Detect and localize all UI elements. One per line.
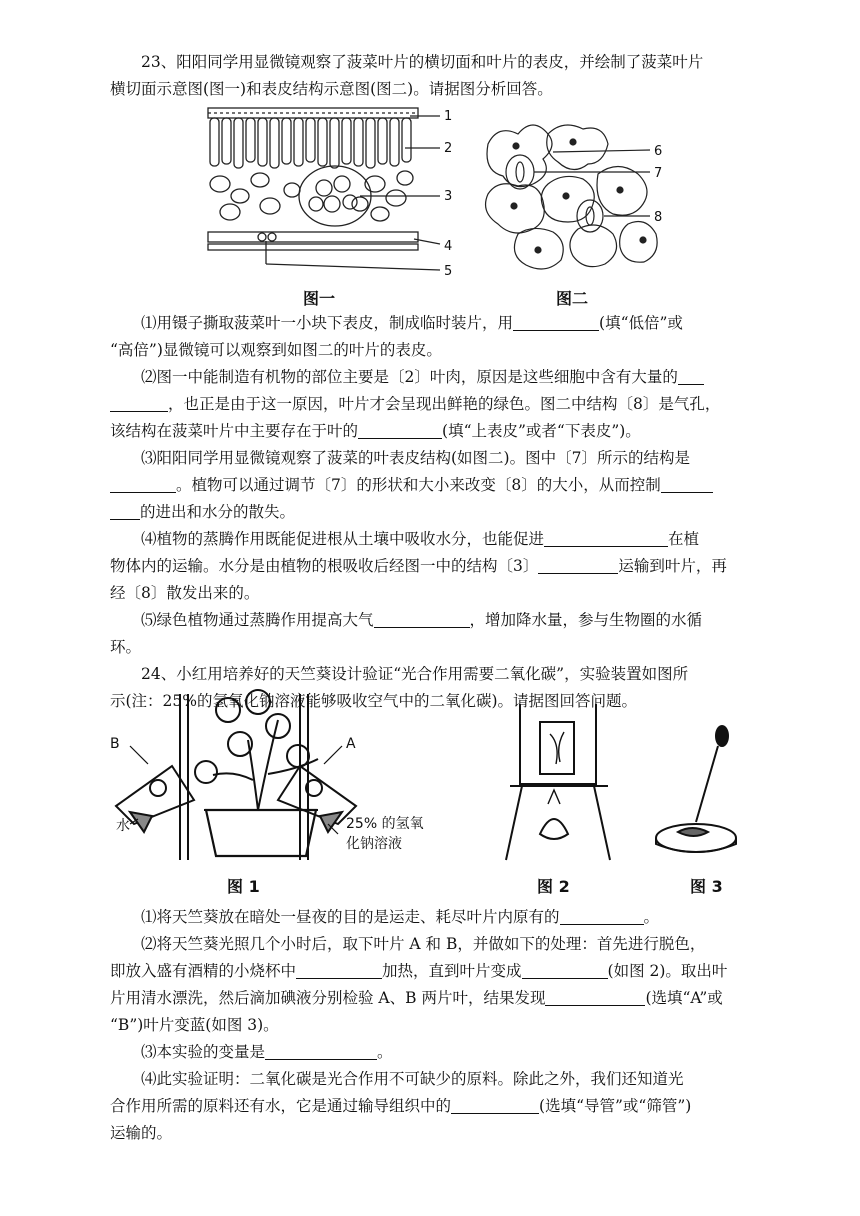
q24-s2-c: 加热，直到叶片变成 <box>382 962 522 980</box>
answer-blank[interactable] <box>296 962 382 979</box>
q24-s2-b: 即放入盛有酒精的小烧杯中 <box>110 962 297 980</box>
q24-s2-cont2 <box>110 985 780 1012</box>
q23-s4-d: 运输到叶片，再 <box>618 557 727 575</box>
q23-s1 <box>110 310 780 337</box>
label-a: A <box>346 736 356 752</box>
answer-blank[interactable] <box>451 1097 539 1114</box>
fig1-caption: 图一 <box>303 289 336 308</box>
q23-s2-d: (填“上表皮”或者“下表皮”)。 <box>442 422 641 440</box>
q24-s2-cont <box>110 958 780 985</box>
q24-s4-b: 合作用所需的原料还有水，它是通过输导组织中的 <box>110 1097 452 1115</box>
q23-s3-cont2 <box>110 499 780 526</box>
fig1-label-1: 1 <box>444 109 453 124</box>
answer-blank[interactable] <box>110 395 168 412</box>
q24-s2-g: “B”)叶片变蓝(如图 3)。 <box>110 1016 279 1034</box>
q24-intro-line2: 示(注：25%的氢氧化钠溶液能够吸收空气中的二氧化碳)。请据图回答问题。 <box>110 692 638 710</box>
q24-s4-cont2 <box>110 1120 780 1147</box>
q23-intro-line1: 23、阳阳同学用显微镜观察了菠菜叶片的横切面和叶片的表皮，并绘制了菠菜叶片 <box>141 53 704 71</box>
q23-s2-cont <box>110 391 780 418</box>
q24-s3-a: ⑶本实验的变量是 <box>141 1043 266 1061</box>
plant-experiment-diagram <box>108 684 448 870</box>
q23-s1-cont <box>110 337 780 364</box>
answer-blank[interactable] <box>110 503 140 520</box>
q23-s2-cont2 <box>110 418 780 445</box>
q24-s2-cont3 <box>110 1012 780 1039</box>
q23-s1-c: “高倍”)显微镜可以观察到如图二的叶片的表皮。 <box>110 341 442 359</box>
answer-blank[interactable] <box>544 530 668 547</box>
q23-s2 <box>110 364 780 391</box>
fig2-label-7: 7 <box>654 166 663 181</box>
q23-s2-c: 该结构在菠菜叶片中主要存在于叶的 <box>110 422 359 440</box>
q23-s4-e: 经〔8〕散发出来的。 <box>110 584 260 602</box>
answer-blank[interactable] <box>513 314 599 331</box>
q23-s4-cont <box>110 553 780 580</box>
q24-s2-d: (如图 2)。取出叶 <box>607 962 728 980</box>
q24-s2-a: ⑵将天竺葵光照几个小时后，取下叶片 A 和 B，并做如下的处理：首先进行脱色， <box>141 935 706 953</box>
q23-s3-b: 。植物可以通过调节〔7〕的形状和大小来改变〔8〕的大小，从而控制 <box>176 476 661 494</box>
q24-s2-f: (选填“A”或 <box>645 989 723 1007</box>
q23-s5 <box>110 607 780 634</box>
fig2-label-8: 8 <box>654 210 663 225</box>
q23-s4-cont2 <box>110 580 780 607</box>
q24-s1 <box>110 904 780 931</box>
answer-blank[interactable] <box>678 368 704 385</box>
petri-dish-diagram <box>652 722 742 862</box>
q24-s2-e: 片用清水漂洗，然后滴加碘液分别检验 A、B 两片叶，结果发现 <box>110 989 546 1007</box>
q24-s4-c: (选填“导管”或“筛管”) <box>539 1097 692 1115</box>
q24-s4-cont <box>110 1093 780 1120</box>
water-bath-diagram <box>500 694 620 864</box>
q24-s2 <box>110 931 780 958</box>
label-b: B <box>110 736 120 752</box>
q24-s4-a: ⑷此实验证明：二氧化碳是光合作用不可缺少的原料。除此之外，我们还知道光 <box>141 1070 684 1088</box>
q23-s3-c: 的进出和水分的散失。 <box>140 503 296 521</box>
answer-blank[interactable] <box>560 908 644 925</box>
answer-blank[interactable] <box>661 476 713 493</box>
fig-2-caption: 图 2 <box>537 877 570 896</box>
answer-blank[interactable] <box>374 611 470 628</box>
fig1-label-2: 2 <box>444 141 453 156</box>
q23-s4-a: ⑷植物的蒸腾作用既能促进根从土壤中吸收水分，也能促进 <box>141 530 545 548</box>
label-naoh-2: 化钠溶液 <box>346 836 402 852</box>
q24-s4 <box>110 1066 780 1093</box>
answer-blank[interactable] <box>110 476 176 493</box>
q24-s1-b: 。 <box>643 908 660 926</box>
q23-s5-cont <box>110 634 780 661</box>
leaf-cross-section-diagram <box>200 104 470 284</box>
answer-blank[interactable] <box>522 962 608 979</box>
q23-s2-a: ⑵图一中能制造有机物的部位主要是〔2〕叶肉，原因是这些细胞中含有大量的 <box>141 368 678 386</box>
q24-intro-line1: 24、小红用培养好的天竺葵设计验证“光合作用需要二氧化碳”，实验装置如图所 <box>141 665 689 683</box>
q23-s5-b: ，增加降水量，参与生物圈的水循 <box>469 611 703 629</box>
q23-s3 <box>110 445 780 472</box>
q23-s5-c: 环。 <box>110 638 142 656</box>
fig2-label-6: 6 <box>654 144 663 159</box>
q23-s1-a: ⑴用镊子撕取菠菜叶一小块下表皮，制成临时装片，用 <box>141 314 514 332</box>
fig1-label-4: 4 <box>444 239 453 254</box>
q23-s1-b: (填“低倍”或 <box>599 314 683 332</box>
q23-s3-cont <box>110 472 780 499</box>
q23-s4-c: 物体内的运输。水分是由植物的根吸收后经图一中的结构〔3〕 <box>110 557 539 575</box>
fig2-caption: 图二 <box>556 289 589 308</box>
q24-s4-d: 运输的。 <box>110 1124 173 1142</box>
answer-blank[interactable] <box>358 422 442 439</box>
q23-intro-2 <box>110 76 780 103</box>
fig-3-caption: 图 3 <box>690 877 723 896</box>
q23-intro <box>110 49 780 76</box>
fig-1-caption: 图 1 <box>227 877 260 896</box>
q24-s3 <box>110 1039 780 1066</box>
q23-s4-b: 在植 <box>668 530 700 548</box>
label-water: 水 <box>116 818 130 834</box>
q23-s4 <box>110 526 780 553</box>
q24-s3-b: 。 <box>377 1043 393 1061</box>
q23-intro-line2: 横切面示意图(图一)和表皮结构示意图(图二)。请据图分析回答。 <box>110 80 553 98</box>
fig1-label-5: 5 <box>444 264 453 279</box>
answer-blank[interactable] <box>545 989 645 1006</box>
q23-s2-b: ，也正是由于这一原因，叶片才会呈现出鲜艳的绿色。图二中结构〔8〕是气孔， <box>168 395 721 413</box>
q23-s3-a: ⑶阳阳同学用显微镜观察了菠菜的叶表皮结构(如图二)。图中〔7〕所示的结构是 <box>141 449 690 467</box>
answer-blank[interactable] <box>538 557 618 574</box>
q23-s5-a: ⑸绿色植物通过蒸腾作用提高大气 <box>141 611 374 629</box>
answer-blank[interactable] <box>265 1043 377 1060</box>
label-naoh-1: 25% 的氢氧 <box>346 816 424 832</box>
q24-s1-a: ⑴将天竺葵放在暗处一昼夜的目的是运走、耗尽叶片内原有的 <box>141 908 560 926</box>
fig1-label-3: 3 <box>444 189 453 204</box>
leaf-epidermis-diagram <box>478 114 678 284</box>
